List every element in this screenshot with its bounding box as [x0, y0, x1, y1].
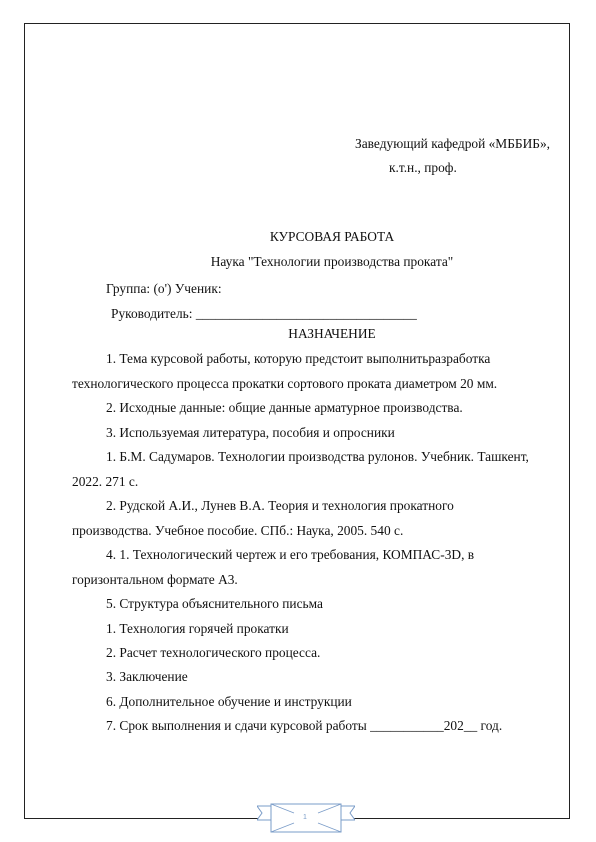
group-line: Группа: (o') Ученик:	[106, 281, 222, 296]
structure-3: 3. Заключение	[106, 669, 188, 684]
item-7: 7. Срок выполнения и сдачи курсовой работы ___________202__ год.	[106, 718, 503, 733]
item-2: 2. Исходные данные: общие данные арматурное производства.	[106, 400, 463, 415]
reference-1-line-1: 1. Б.М. Садумаров. Технологии производства рулонов. Учебник. Ташкент,	[106, 449, 529, 464]
page-number: 1	[303, 814, 307, 821]
science-title: Наука "Технологии производства проката"	[210, 254, 454, 269]
structure-2: 2. Расчет технологического процесса.	[106, 645, 321, 660]
item-4-line-1: 4. 1. Технологический чертеж и его требования, КОМПАС-3D, в	[106, 547, 475, 562]
academic-degree: к.т.н., проф.	[389, 160, 457, 175]
item-4-line-2: горизонтальном формате А3.	[72, 572, 238, 587]
item-3: 3. Используемая литература, пособия и опросники	[106, 425, 395, 440]
assignment-heading: НАЗНАЧЕНИЕ	[288, 326, 376, 341]
item-6: 6. Дополнительное обучение и инструкции	[106, 694, 352, 709]
item-5: 5. Структура объяснительного письма	[106, 596, 323, 611]
head-of-department: Заведующий кафедрой «МББИБ»,	[355, 136, 550, 151]
document-type-title: КУРСОВАЯ РАБОТА	[269, 229, 395, 244]
reference-2-line-1: 2. Рудской А.И., Лунев В.А. Теория и технология прокатного	[106, 498, 454, 513]
reference-2-line-2: производства. Учебное пособие. СПб.: Наука, 2005. 540 с.	[72, 523, 404, 538]
structure-1: 1. Технология горячей прокатки	[106, 621, 289, 636]
item-1-line-2: технологического процесса прокатки сортового проката диаметром 20 мм.	[72, 376, 498, 391]
item-1-line-1: 1. Тема курсовой работы, которую предстоит выполнитьразработка	[106, 351, 491, 366]
reference-1-line-2: 2022. 271 с.	[72, 474, 139, 489]
supervisor-line: Руководитель: _________________________________	[111, 306, 417, 321]
